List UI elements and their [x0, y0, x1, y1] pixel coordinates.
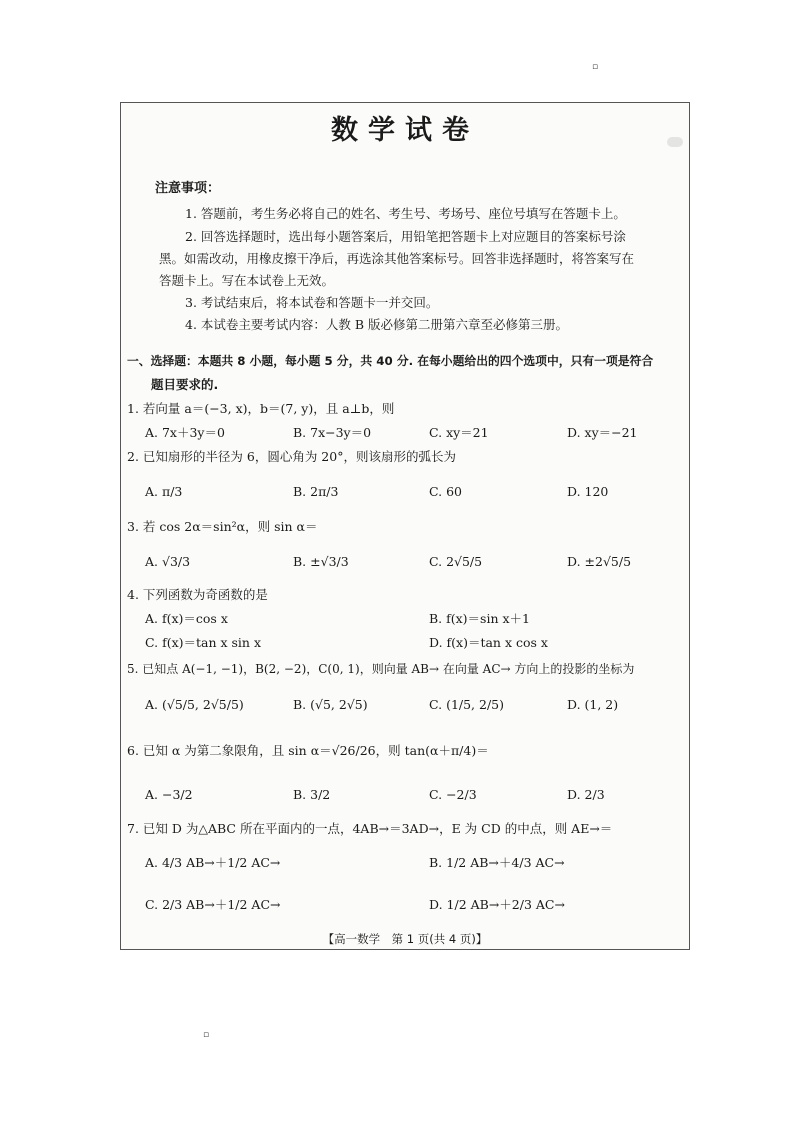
notice-line: 1. 答题前，考生务必将自己的姓名、考生号、考场号、座位号填写在答题卡上。 — [185, 206, 626, 221]
answer-option: A. f(x)＝cos x — [145, 611, 228, 626]
answer-option: B. 1/2 AB→＋4/3 AC→ — [429, 855, 565, 870]
answer-option: A. −3/2 — [145, 787, 193, 802]
question-stem: 6. 已知 α 为第二象限角，且 sin α＝√26/26，则 tan(α＋π/4)＝ — [127, 743, 489, 758]
answer-option: C. 2/3 AB→＋1/2 AC→ — [145, 897, 281, 912]
answer-option: B. ±√3/3 — [293, 554, 349, 569]
notice-heading: 注意事项： — [155, 181, 221, 196]
answer-option: A. 7x＋3y＝0 — [145, 425, 225, 440]
answer-option: D. 1/2 AB→＋2/3 AC→ — [429, 897, 565, 912]
question-stem: 3. 若 cos 2α＝sin²α，则 sin α＝ — [127, 519, 318, 534]
answer-option: C. 2√5/5 — [429, 554, 483, 569]
notice-line: 4. 本试卷主要考试内容：人教 B 版必修第二册第六章至必修第三册。 — [185, 317, 569, 332]
exam-sheet — [120, 102, 690, 950]
notice-line: 黑。如需改动，用橡皮擦干净后，再选涂其他答案标号。回答非选择题时，将答案写在 — [159, 251, 635, 266]
question-stem: 7. 已知 D 为△ABC 所在平面内的一点，4AB→＝3AD→，E 为 CD 的中点，则 AE→＝ — [127, 821, 613, 836]
answer-option: C. f(x)＝tan x sin x — [145, 635, 262, 650]
answer-option: A. √3/3 — [145, 554, 191, 569]
answer-option: C. −2/3 — [429, 787, 477, 802]
corner-mark-top: ▫ — [592, 62, 599, 72]
answer-option: D. 2/3 — [567, 787, 605, 802]
page-title: 数学试卷 — [331, 115, 479, 146]
answer-option: A. π/3 — [145, 484, 183, 499]
answer-option: D. xy＝−21 — [567, 425, 638, 440]
corner-mark-bottom: ▫ — [203, 1030, 210, 1040]
answer-option: A. (√5/5, 2√5/5) — [145, 697, 244, 712]
section-heading: 一、选择题：本题共 8 小题，每小题 5 分，共 40 分. 在每小题给出的四个选项中，只有一项是符合 — [127, 354, 654, 368]
answer-option: B. f(x)＝sin x＋1 — [429, 611, 531, 626]
notice-line: 3. 考试结束后，将本试卷和答题卡一并交回。 — [185, 295, 439, 310]
answer-option: D. ±2√5/5 — [567, 554, 632, 569]
answer-option: B. 7x−3y＝0 — [293, 425, 372, 440]
answer-option: C. xy＝21 — [429, 425, 489, 440]
page-footer: 【高一数学 第 1 页(共 4 页)】 — [322, 932, 488, 946]
question-stem: 1. 若向量 a＝(−3, x)，b＝(7, y)，且 a⊥b，则 — [127, 401, 395, 416]
answer-option: D. (1, 2) — [567, 697, 619, 712]
notice-line: 2. 回答选择题时，选出每小题答案后，用铅笔把答题卡上对应题目的答案标号涂 — [185, 229, 626, 244]
section-heading-cont: 题目要求的. — [151, 377, 219, 392]
answer-option: D. f(x)＝tan x cos x — [429, 635, 548, 650]
question-stem: 5. 已知点 A(−1, −1)，B(2, −2)，C(0, 1)，则向量 AB→ 在向量 AC→ 方向上的投影的坐标为 — [127, 662, 635, 676]
answer-option: C. 60 — [429, 484, 462, 499]
question-stem: 2. 已知扇形的半径为 6，圆心角为 20°，则该扇形的弧长为 — [127, 449, 456, 464]
question-stem: 4. 下列函数为奇函数的是 — [127, 587, 268, 602]
answer-option: B. (√5, 2√5) — [293, 697, 368, 712]
answer-option: B. 3/2 — [293, 787, 331, 802]
answer-option: C. (1/5, 2/5) — [429, 697, 504, 712]
notice-line: 答题卡上。写在本试卷上无效。 — [159, 273, 335, 288]
answer-option: B. 2π/3 — [293, 484, 339, 499]
answer-option: A. 4/3 AB→＋1/2 AC→ — [145, 855, 281, 870]
answer-option: D. 120 — [567, 484, 609, 499]
